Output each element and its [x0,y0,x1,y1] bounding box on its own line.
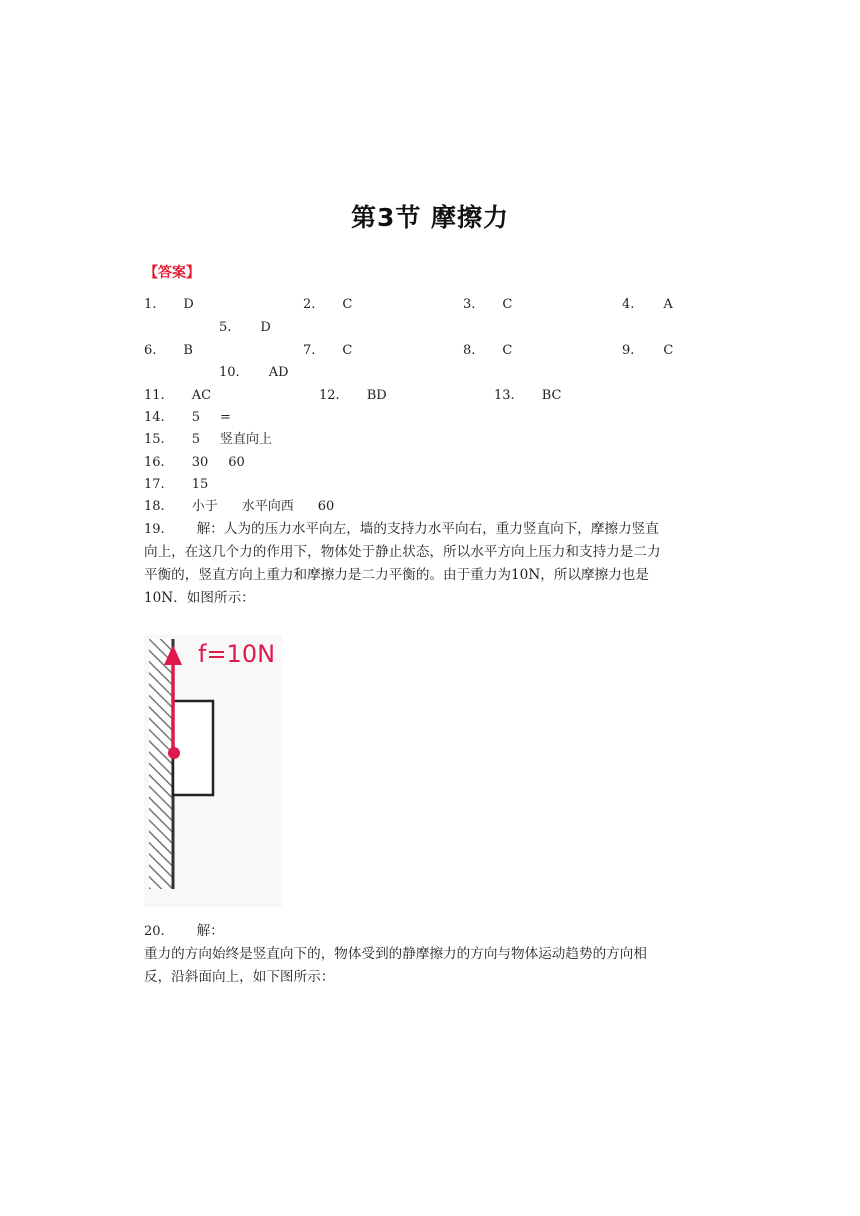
explanation-line [144,920,716,943]
question-number: 9. [622,343,635,358]
answer-value: 5 [191,432,200,447]
answer-18 [144,498,334,516]
explanation-line [144,518,716,541]
block [173,701,213,795]
question-number: 1. [144,297,157,312]
answer-17 [144,476,208,494]
page-title: 第3节 摩擦力 [350,203,510,232]
answer-19-explanation [144,518,716,610]
answer-8 [463,342,512,360]
answer-9 [622,342,673,360]
answer-value: 竖直向上 [219,432,272,447]
explanation-line: 平衡的，竖直方向上重力和摩擦力是二力平衡的。由于重力为10N，所以摩擦力也是 [144,567,649,583]
answer-value: AD [268,365,289,380]
explanation-line: 10N．如图所示： [144,590,255,606]
answer-value: D [260,320,271,335]
answer-5 [219,319,271,337]
answer-value: C [502,343,513,358]
answer-20-explanation [144,920,716,989]
friction-wall-figure [144,635,282,907]
answer-value: 15 [191,477,209,492]
question-number: 13. [494,388,515,403]
question-number: 4. [622,297,635,312]
answer-value: D [183,297,194,312]
question-number: 6. [144,343,157,358]
answer-value: C [342,297,353,312]
explanation-line: 重力的方向始终是竖直向下的，物体受到的静摩擦力的方向与物体运动趋势的方向相 [144,946,647,962]
answer-value: BD [366,388,387,403]
explanation-text: 解： [196,923,224,939]
answer-2 [303,296,352,314]
answer-13 [494,387,561,405]
answer-16 [144,454,245,472]
answer-value: C [663,343,674,358]
answer-value: 小于 [191,499,218,514]
answer-value: 60 [228,455,245,470]
question-number: 5. [219,320,232,335]
answer-value: AC [191,388,212,403]
question-number: 16. [144,455,165,470]
question-number: 15. [144,432,165,447]
question-number: 17. [144,477,165,492]
answer-value: C [342,343,353,358]
answer-1 [144,296,194,314]
answer-12 [319,387,387,405]
question-number: 19. [144,522,165,537]
question-number: 3. [463,297,476,312]
answer-value: 30 [191,455,209,470]
answer-value: C [502,297,513,312]
answer-6 [144,342,193,360]
question-number: 12. [319,388,340,403]
answer-15 [144,431,272,449]
answer-10 [219,364,289,382]
force-label: f=10N [198,640,276,668]
explanation-text: 解：人为的压力水平向左，墙的支持力水平向右，重力竖直向下，摩擦力竖直 [196,521,659,537]
answer-11 [144,387,211,405]
question-number: 14. [144,410,165,425]
answer-value: 60 [317,499,335,514]
answer-value: 5 [191,410,200,425]
answer-value: = [219,410,231,425]
answer-value: B [183,343,193,358]
explanation-line: 向上，在这几个力的作用下，物体处于静止状态，所以水平方向上压力和支持力是二力 [144,544,661,560]
answer-4 [622,296,673,314]
force-point [168,747,180,759]
answer-section-label: 【答案】 [144,265,200,281]
answer-7 [303,342,352,360]
answer-value: 水平向西 [241,499,294,514]
question-number: 18. [144,499,165,514]
question-number: 20. [144,924,165,939]
question-number: 7. [303,343,316,358]
wall-hatching [149,639,173,889]
question-number: 10. [219,365,240,380]
answer-value: A [663,297,673,312]
explanation-line: 反，沿斜面向上，如下图所示： [144,969,335,985]
question-number: 8. [463,343,476,358]
answer-value: BC [541,388,562,403]
answer-14 [144,409,231,427]
question-number: 11. [144,388,165,403]
answer-3 [463,296,512,314]
question-number: 2. [303,297,316,312]
